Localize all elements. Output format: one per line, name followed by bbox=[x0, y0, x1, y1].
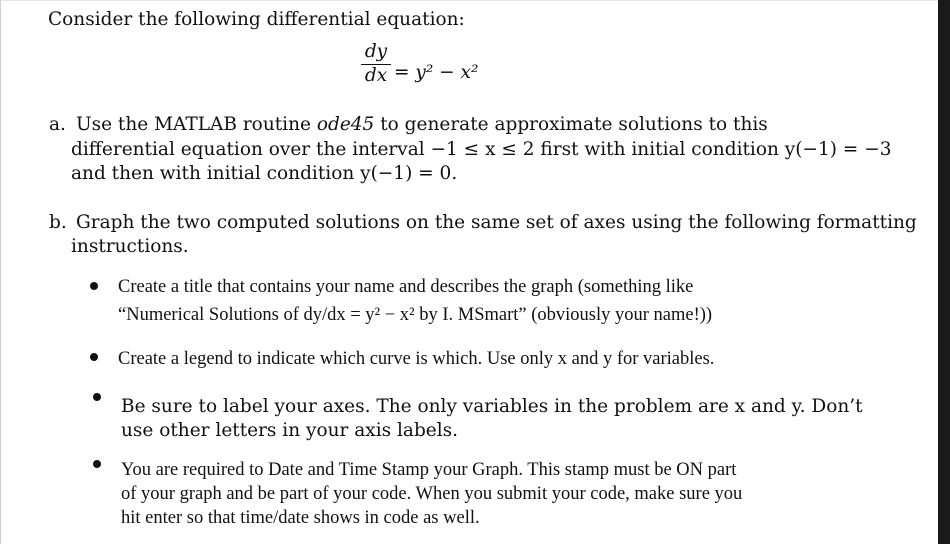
bullet-1-line-2: “Numerical Solutions of dy/dx = y² − x² by I. MSmart” (obviously your name!)) bbox=[118, 305, 713, 325]
fraction-denominator: dx bbox=[364, 65, 388, 86]
part-b-line-1: Graph the two computed solutions on the same set of axes using the following formatting bbox=[76, 212, 917, 233]
bullet-4-line-3: hit enter so that time/date shows in code as well. bbox=[121, 508, 480, 528]
equation-rhs: = y² − x² bbox=[394, 62, 479, 83]
part-a-line-1 bbox=[76, 113, 768, 137]
bullet-3-line-2: use other letters in your axis labels. bbox=[121, 420, 459, 441]
routine-name: ode45 bbox=[316, 114, 375, 135]
bullet-1-line-1: Create a title that contains your name and describes the graph (something like bbox=[118, 277, 694, 297]
intro-text: Consider the following differential equation: bbox=[48, 9, 465, 30]
derivative-fraction bbox=[361, 41, 391, 87]
part-a-line-2: differential equation over the interval −1 ≤ x ≤ 2 first with initial condition y(−1) = −3 bbox=[71, 139, 892, 160]
bullet-icon bbox=[93, 460, 101, 468]
bullet-icon bbox=[93, 393, 101, 401]
bullet-3-line-1: Be sure to label your axes. The only variables in the problem are x and y. Don’t bbox=[121, 396, 863, 417]
bullet-2-line-1: Create a legend to indicate which curve is which. Use only x and y for variables. bbox=[118, 349, 715, 369]
part-a-label: a. bbox=[49, 114, 66, 135]
part-a-line-1-end: to generate approximate solutions to this bbox=[374, 114, 768, 135]
part-a-line-3: and then with initial condition y(−1) = 0. bbox=[71, 163, 458, 184]
part-b-label: b. bbox=[49, 212, 67, 233]
part-a-line-1-start: Use the MATLAB routine bbox=[76, 114, 317, 135]
fraction-numerator: dy bbox=[364, 41, 388, 62]
scrollbar[interactable] bbox=[938, 0, 950, 544]
part-b-line-2: instructions. bbox=[71, 236, 189, 257]
bullet-icon bbox=[90, 353, 98, 361]
bullet-icon bbox=[90, 282, 98, 290]
bullet-4-line-2: of your graph and be part of your code. When you submit your code, make sure you bbox=[121, 484, 743, 504]
bullet-4-line-1: You are required to Date and Time Stamp your Graph. This stamp must be ON part bbox=[121, 460, 737, 480]
